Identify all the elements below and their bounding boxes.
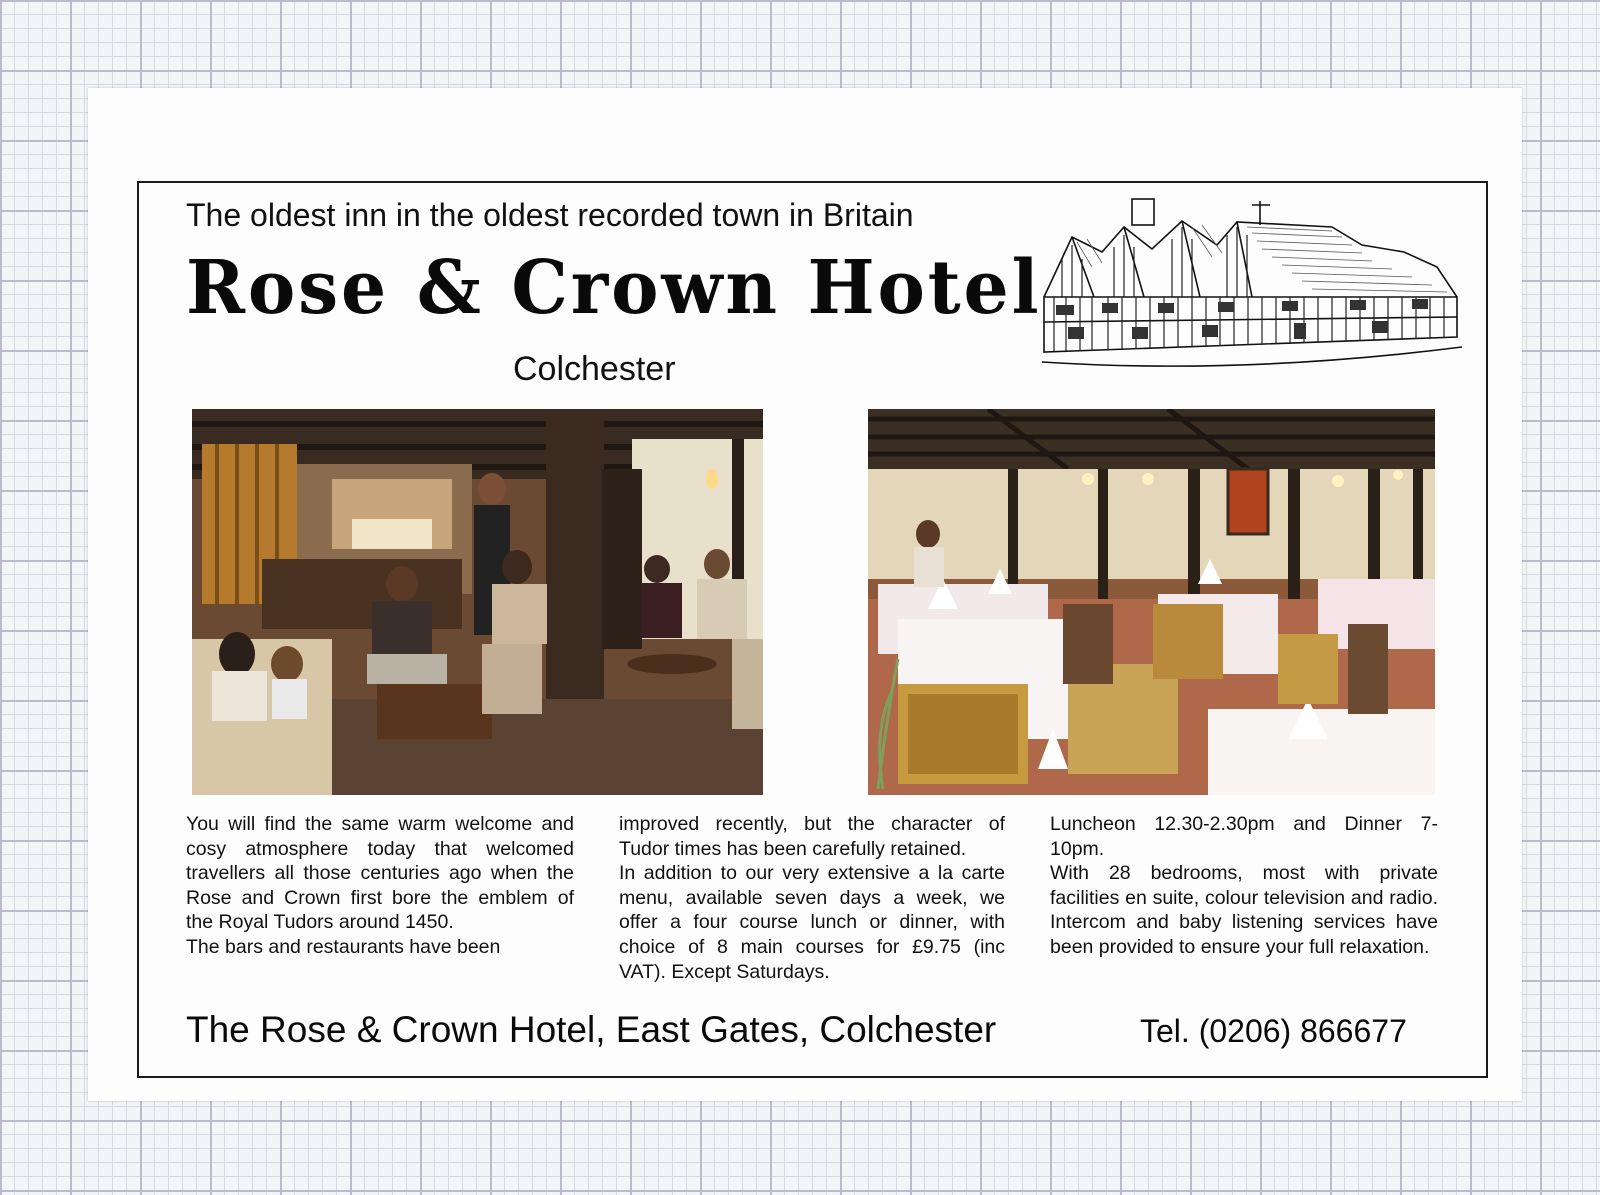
footer-address: The Rose & Crown Hotel, East Gates, Colchester <box>186 1009 997 1050</box>
column-1-paragraph-1: You will find the same warm welcome and cosy atmosphere today that welcomed travellers all those centuries ago when the Rose and Crown first bore the emblem of the Royal Tudors around 1450. <box>186 813 574 934</box>
tagline: The oldest inn in the oldest recorded town in Britain <box>186 197 914 233</box>
hotel-name-heading: Rose & Crown Hotel <box>186 245 1042 331</box>
column-1-paragraph-2: The bars and restaurants have been <box>186 935 501 958</box>
restaurant-dining-room-photo <box>868 409 1435 795</box>
column-3-paragraph-2: With 28 bedrooms, most with private facilities en suite, colour television and radio. Intercom and baby listening services have been provided to ensure your full relaxation. <box>1050 862 1438 958</box>
column-2-paragraph-1: improved recently, but the character of Tudor times has been carefully retained. <box>619 813 1005 860</box>
body-column-2 <box>619 812 1005 984</box>
footer-telephone: Tel. (0206) 866677 <box>1140 1013 1407 1049</box>
column-3-paragraph-1: Luncheon 12.30-2.30pm and Dinner 7-10pm. <box>1050 813 1438 860</box>
inn-sketch-illustration <box>1032 197 1468 375</box>
body-column-3 <box>1050 812 1438 960</box>
town-subheading: Colchester <box>513 350 676 388</box>
body-column-1 <box>186 812 574 960</box>
bar-lounge-photo <box>192 409 763 795</box>
column-2-paragraph-2: In addition to our very extensive a la carte menu, available seven days a week, we offer a four course lunch or dinner, with choice of 8 main courses for £9.75 (inc VAT). Except Saturdays. <box>619 862 1005 983</box>
